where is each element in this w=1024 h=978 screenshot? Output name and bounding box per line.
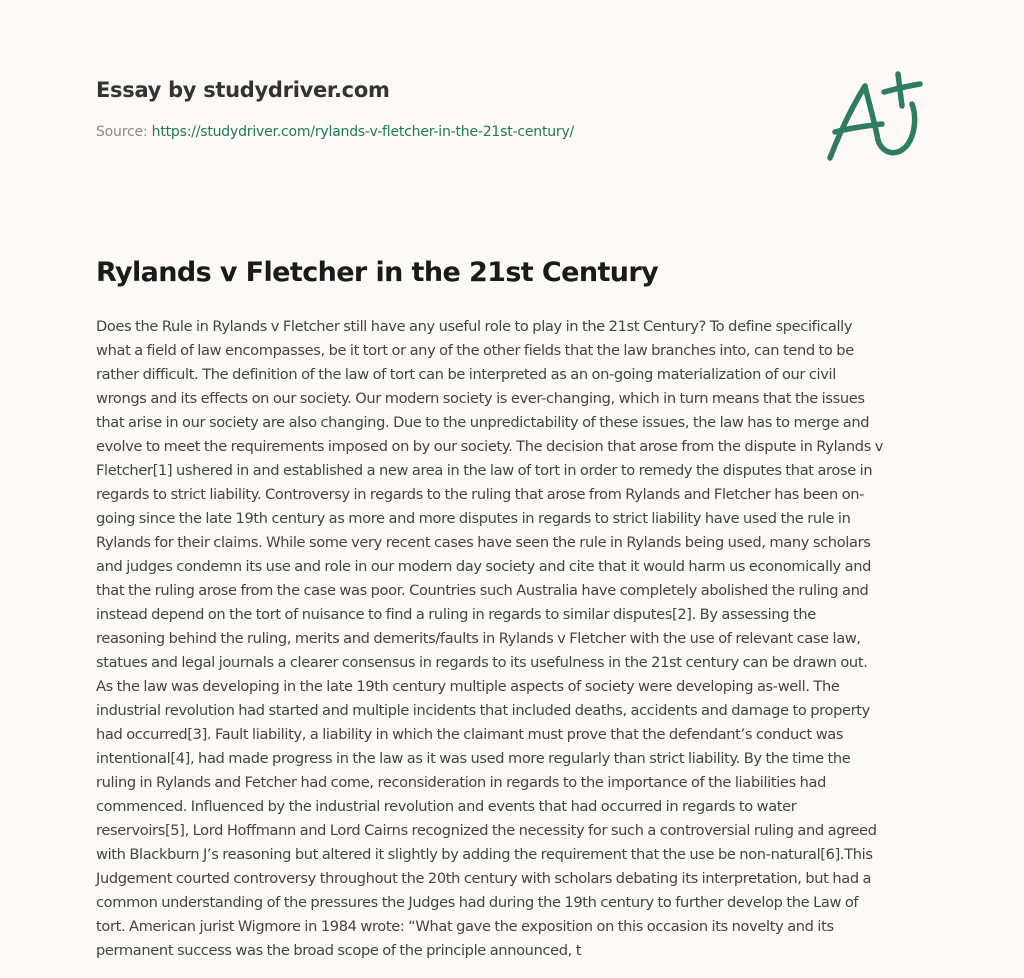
source-link[interactable]: https://studydriver.com/rylands-v-fletcher-in-the-21st-century/: [151, 124, 575, 140]
body-line: common understanding of the pressures the Judges had during the 19th century to further develop the Law of: [96, 894, 859, 911]
body-line: As the law was developing in the late 19th century multiple aspects of society were developing as-well. The: [96, 678, 840, 695]
site-header: [96, 74, 574, 142]
body-line: rather difficult. The definition of the law of tort can be interpreted as an on-going materialization of our civil: [96, 366, 836, 383]
body-line: Does the Rule in Rylands v Fletcher still have any useful role to play in the 21st Century? To define specifically: [96, 318, 853, 335]
body-line: with Blackburn J’s reasoning but altered it slightly by adding the requirement that the use be non-natural[6].This: [96, 846, 873, 863]
body-line: statues and legal journals a clearer consensus in regards to its usefulness in the 21st century can be drawn out.: [96, 654, 868, 671]
body-line: that arise in our society are also changing. Due to the unpredictability of these issues, the law has to merge and: [96, 414, 870, 431]
source-line: [96, 122, 574, 142]
body-line: and judges condemn its use and role in our modern day society and cite that it would harm us economically and: [96, 558, 872, 575]
body-line: Rylands for their claims. While some very recent cases have seen the rule in Rylands being used, many scholars: [96, 534, 871, 551]
body-line: Judgement courted controversy throughout the 20th century with scholars debating its interpretation, but had a: [96, 870, 872, 887]
body-line: ruling in Rylands and Fetcher had come, reconsideration in regards to the importance of the liabilities had: [96, 774, 827, 791]
body-line: intentional[4], had made progress in the law as it was used more regularly than strict liability. By the time the: [96, 750, 851, 767]
article-body: [96, 315, 941, 963]
article-title: Rylands v Fletcher in the 21st Century: [96, 257, 659, 288]
source-label: Source:: [96, 124, 148, 140]
body-line: commenced. Influenced by the industrial revolution and events that had occurred in regards to water: [96, 798, 797, 815]
body-line: wrongs and its effects on our society. Our modern society is ever-changing, which in turn means that the issues: [96, 390, 865, 407]
body-line: reservoirs[5], Lord Hoffmann and Lord Cairns recognized the necessity for such a controversial ruling and agreed: [96, 822, 877, 839]
a-plus-grade-icon: [820, 62, 930, 172]
body-line: tort. American jurist Wigmore in 1984 wrote: “What gave the exposition on this occasion its novelty and its: [96, 918, 834, 935]
body-line: had occurred[3]. Fault liability, a liability in which the claimant must prove that the defendant’s conduct was: [96, 726, 844, 743]
body-line: industrial revolution had started and multiple incidents that included deaths, accidents and damage to property: [96, 702, 870, 719]
body-line: regards to strict liability. Controversy in regards to the ruling that arose from Rylands and Fletcher has been on-: [96, 486, 865, 503]
body-line: what a field of law encompasses, be it tort or any of the other fields that the law branches into, can tend to be: [96, 342, 854, 359]
body-line: instead depend on the tort of nuisance to find a ruling in regards to similar disputes[2]. By assessing the: [96, 606, 816, 623]
brand-title: Essay by studydriver.com: [96, 78, 390, 102]
body-line: evolve to meet the requirements imposed on by our society. The decision that arose from the dispute in Rylands v: [96, 438, 884, 455]
body-line: going since the late 19th century as more and more disputes in regards to strict liability have used the rule in: [96, 510, 851, 527]
body-line: Fletcher[1] ushered in and established a new area in the law of tort in order to remedy the disputes that arose in: [96, 462, 873, 479]
body-line: reasoning behind the ruling, merits and demerits/faults in Rylands v Fletcher with the use of relevant case law,: [96, 630, 861, 647]
body-line: permanent success was the broad scope of the principle announced, t: [96, 942, 582, 959]
body-line: that the ruling arose from the case was poor. Countries such Australia have completely abolished the ruling and: [96, 582, 869, 599]
